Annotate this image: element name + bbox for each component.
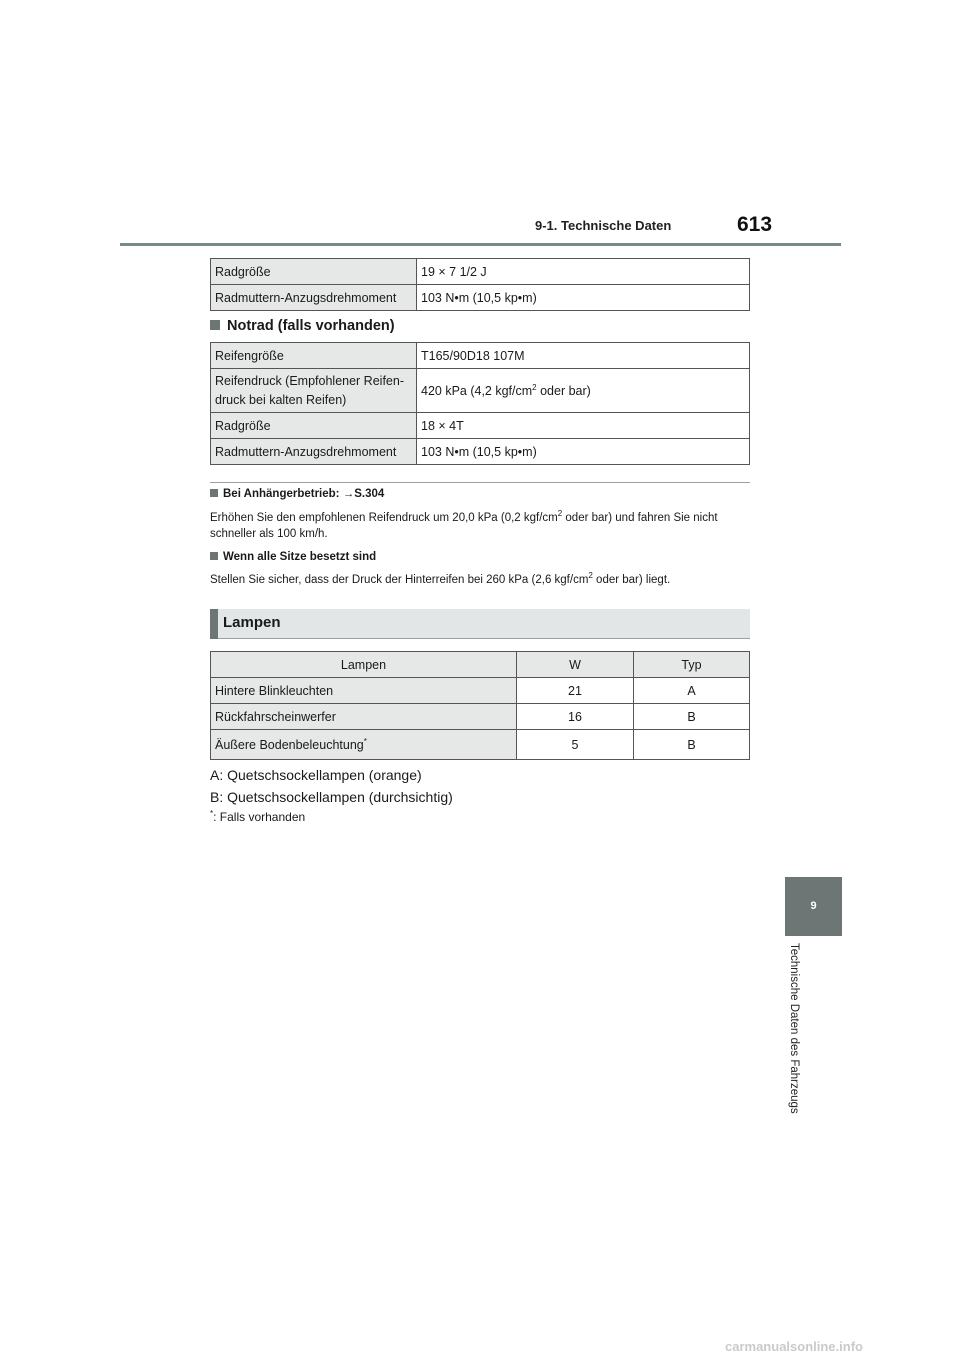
spec-value: 103 N•m (10,5 kp•m): [417, 285, 750, 311]
wheel-spec-table: [210, 258, 750, 311]
table-header-row: [211, 652, 750, 678]
footnote: [210, 810, 305, 824]
para-text: Stellen Sie sicher, dass der Druck der Hinterreifen bei 260 kPa (2,6 kgf/cm: [210, 574, 589, 586]
table-row: [211, 259, 750, 285]
table-row: [211, 704, 750, 730]
spec-key: Radgröße: [211, 413, 417, 439]
seats-heading-text: Wenn alle Sitze besetzt sind: [223, 551, 377, 563]
lamp-type: A: [634, 678, 750, 704]
page-number: 613: [737, 213, 773, 236]
notrad-heading-text: Notrad (falls vorhanden): [227, 318, 395, 334]
seats-text: [210, 572, 755, 588]
footnote-mark: *: [210, 809, 214, 818]
spec-value-text: 420 kPa (4,2 kgf/cm: [421, 383, 533, 398]
column-header: W: [517, 652, 634, 678]
chapter-tab-label: [787, 945, 803, 1115]
table-row: [211, 285, 750, 311]
seats-heading: [210, 551, 376, 563]
spec-key: Radmuttern-Anzugsdrehmoment: [211, 439, 417, 465]
lamp-watt: 5: [517, 730, 634, 760]
square-bullet-icon: [210, 489, 218, 497]
spec-key: Reifengröße: [211, 343, 417, 369]
spec-key: Radmuttern-Anzugsdrehmoment: [211, 285, 417, 311]
table-row: [211, 439, 750, 465]
section-divider: [210, 482, 750, 483]
spec-key-line: druck bei kalten Reifen): [215, 392, 347, 407]
lamp-watt: 16: [517, 704, 634, 730]
spec-key: [211, 369, 417, 413]
legend-a: A: Quetschsockellampen (orange): [210, 767, 422, 783]
chapter-tab[interactable]: 9: [785, 877, 842, 936]
spec-value: 19 × 7 1/2 J: [417, 259, 750, 285]
footnote-mark: *: [363, 736, 367, 746]
chapter-label-text: Technische Daten des Fahrzeugs: [788, 943, 800, 1114]
lamp-name: Hintere Blinkleuchten: [211, 678, 517, 704]
notrad-heading: [210, 318, 395, 334]
lamp-type: B: [634, 704, 750, 730]
lamp-type: B: [634, 730, 750, 760]
notrad-spec-table: [210, 342, 750, 465]
lampen-heading-text: Lampen: [223, 614, 281, 631]
para-text: Erhöhen Sie den empfohlenen Reifendruck um 20,0 kPa (0,2 kgf/cm: [210, 512, 558, 524]
column-header: Typ: [634, 652, 750, 678]
spec-key-line: Reifendruck (Empfohlener Reifen-: [215, 373, 404, 388]
spec-value: 18 × 4T: [417, 413, 750, 439]
trailer-text: [210, 510, 755, 542]
footnote-text: : Falls vorhanden: [213, 810, 306, 824]
spec-value: T165/90D18 107M: [417, 343, 750, 369]
lamp-name-text: Äußere Bodenbeleuchtung: [215, 737, 364, 752]
table-row: [211, 413, 750, 439]
header-divider: [120, 243, 841, 246]
table-row: [211, 678, 750, 704]
trailer-heading: [210, 488, 384, 500]
heading-bar: [210, 609, 218, 639]
square-bullet-icon: [210, 320, 220, 330]
lamp-watt: 21: [517, 678, 634, 704]
superscript: 2: [532, 382, 537, 392]
lamp-name: [211, 730, 517, 760]
spec-value: [417, 369, 750, 413]
table-row: [211, 730, 750, 760]
watermark: carmanualsonline.info: [725, 1339, 863, 1354]
superscript: 2: [557, 509, 563, 518]
table-row: [211, 343, 750, 369]
para-text: oder bar) liegt.: [592, 574, 671, 586]
lamp-name: Rückfahrscheinwerfer: [211, 704, 517, 730]
spec-value-text: oder bar): [536, 383, 591, 398]
trailer-heading-text: Bei Anhängerbetrieb: →S.304: [223, 488, 385, 500]
section-title: 9-1. Technische Daten: [535, 218, 672, 233]
table-row: [211, 369, 750, 413]
spec-key: Radgröße: [211, 259, 417, 285]
spec-value: 103 N•m (10,5 kp•m): [417, 439, 750, 465]
lampen-section-heading: [210, 609, 750, 639]
lamps-table: [210, 651, 750, 760]
legend-b: B: Quetschsockellampen (durchsichtig): [210, 789, 453, 805]
column-header: Lampen: [211, 652, 517, 678]
para-text: oder bar) und fahren Sie nicht schneller als 100 km/h.: [210, 512, 718, 540]
square-bullet-icon: [210, 552, 218, 560]
superscript: 2: [588, 571, 593, 580]
